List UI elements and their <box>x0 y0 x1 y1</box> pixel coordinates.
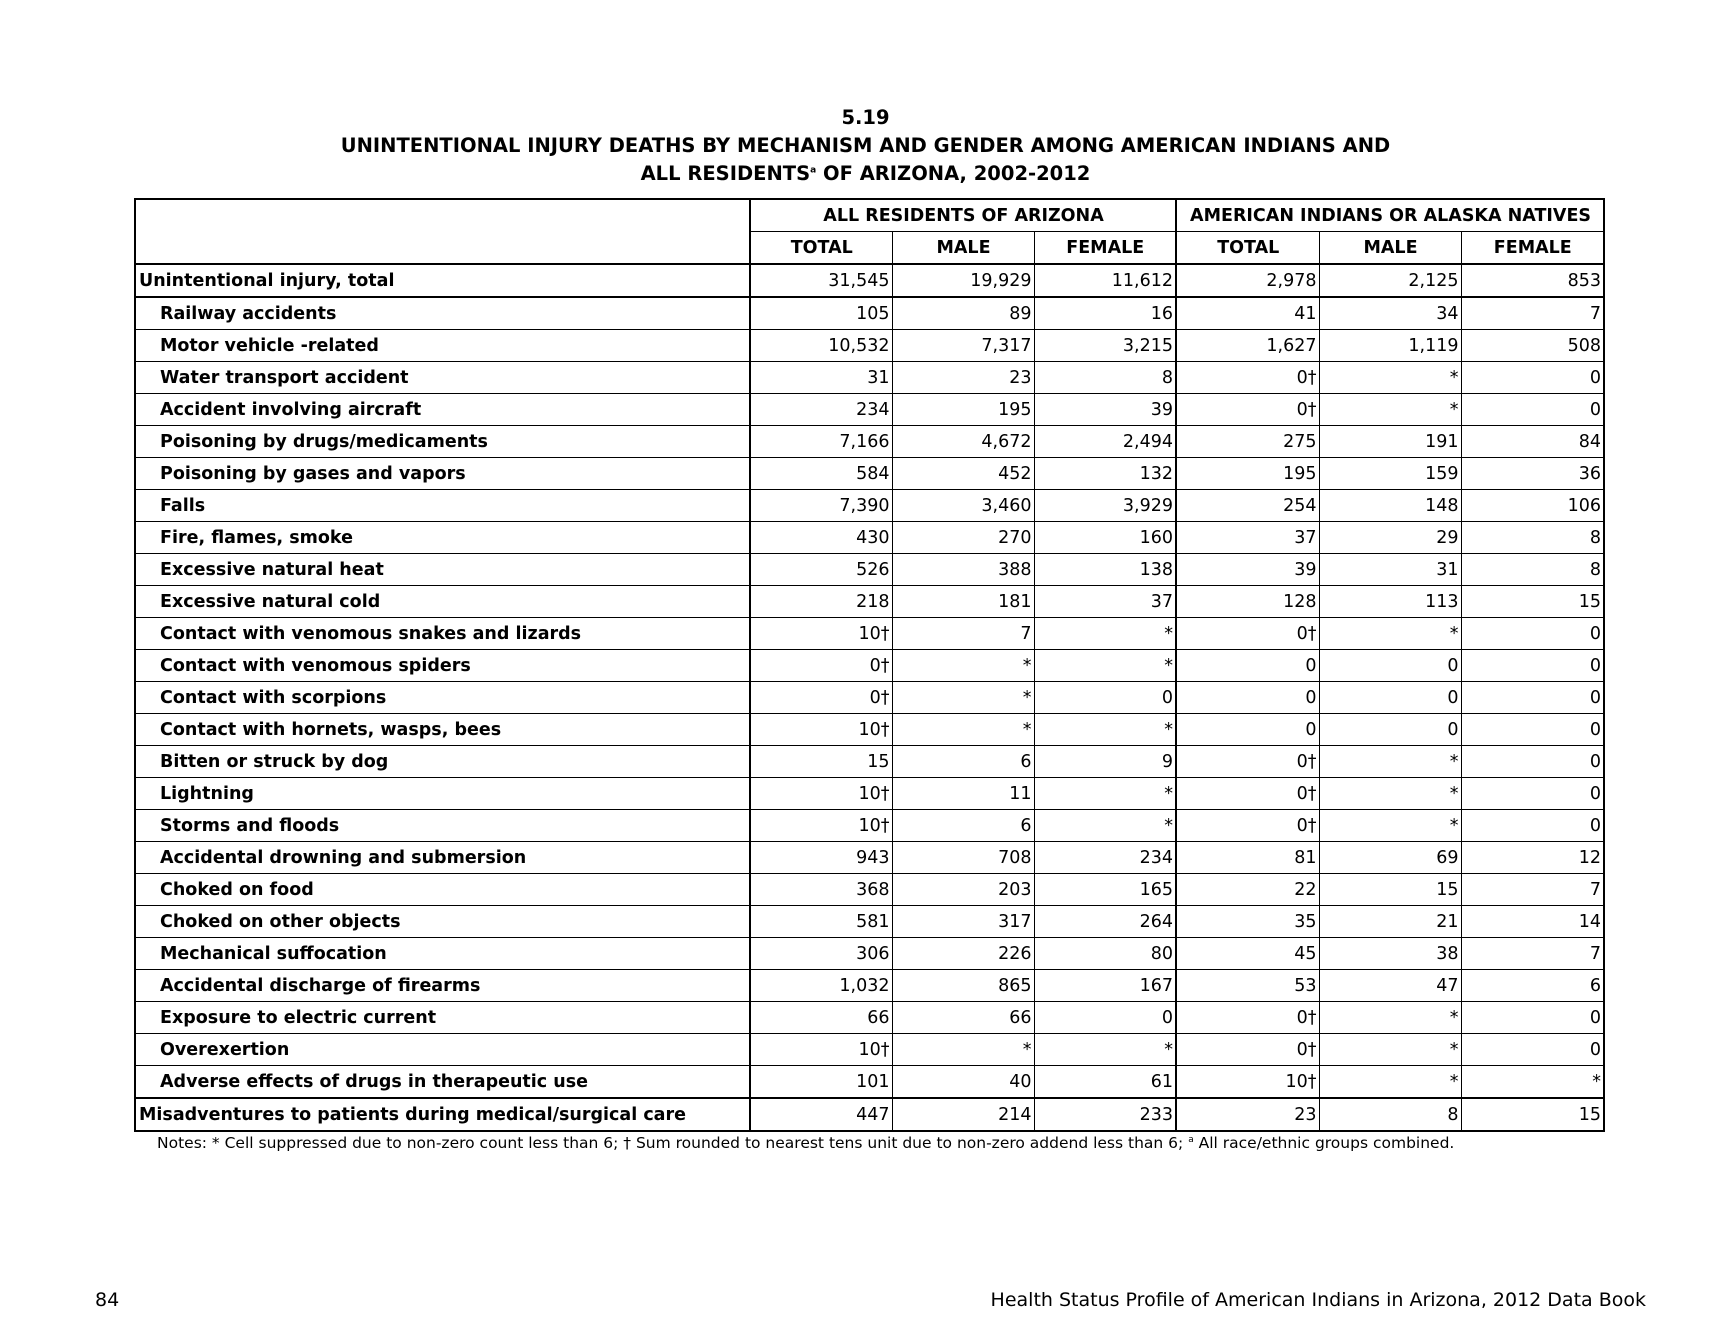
table-cell: * <box>892 650 1034 682</box>
table-cell: 31 <box>750 362 892 394</box>
table-cell: 584 <box>750 458 892 490</box>
table-cell: 160 <box>1034 522 1176 554</box>
col-header-ai-female: FEMALE <box>1461 232 1604 265</box>
table-cell: 0 <box>1461 714 1604 746</box>
row-label: Exposure to electric current <box>135 1002 750 1034</box>
table-body <box>135 264 1604 1131</box>
row-label: Falls <box>135 490 750 522</box>
table-cell: 0† <box>1176 618 1319 650</box>
table-cell: 165 <box>1034 874 1176 906</box>
table-cell: 0 <box>1461 394 1604 426</box>
table-cell: 12 <box>1461 842 1604 874</box>
table-cell: 15 <box>1319 874 1461 906</box>
table-cell: 275 <box>1176 426 1319 458</box>
table-row <box>135 810 1604 842</box>
table-row <box>135 490 1604 522</box>
table-cell: 21 <box>1319 906 1461 938</box>
table-row <box>135 1034 1604 1066</box>
table-cell: 39 <box>1176 554 1319 586</box>
table-cell: 31,545 <box>750 264 892 297</box>
table-cell: * <box>1034 714 1176 746</box>
table-cell: 37 <box>1176 522 1319 554</box>
table-row <box>135 1098 1604 1131</box>
notes-superscript: a <box>1188 1134 1194 1145</box>
table-cell: 6 <box>892 746 1034 778</box>
table-row <box>135 842 1604 874</box>
table-cell: 943 <box>750 842 892 874</box>
table-number: 5.19 <box>841 106 890 129</box>
table-cell: 0† <box>1176 778 1319 810</box>
table-cell: 10† <box>750 618 892 650</box>
table-cell: * <box>1319 618 1461 650</box>
table-row <box>135 264 1604 297</box>
table-cell: * <box>1461 1066 1604 1099</box>
table-cell: * <box>1034 810 1176 842</box>
table-cell: 6 <box>892 810 1034 842</box>
table-cell: * <box>1319 394 1461 426</box>
table-cell: 2,978 <box>1176 264 1319 297</box>
table-cell: 0 <box>1461 362 1604 394</box>
row-label: Mechanical suffocation <box>135 938 750 970</box>
footer-title: Health Status Profile of American Indians in Arizona, 2012 Data Book <box>990 1289 1646 1311</box>
col-header-all-total: TOTAL <box>750 232 892 265</box>
row-label: Railway accidents <box>135 297 750 330</box>
row-label: Contact with hornets, wasps, bees <box>135 714 750 746</box>
table-cell: 0 <box>1461 778 1604 810</box>
title-line-2-text: ALL RESIDENTS <box>640 162 811 185</box>
table-row <box>135 618 1604 650</box>
row-label: Lightning <box>135 778 750 810</box>
row-label: Fire, flames, smoke <box>135 522 750 554</box>
table-cell: 317 <box>892 906 1034 938</box>
row-label: Excessive natural cold <box>135 586 750 618</box>
table-cell: 0† <box>1176 746 1319 778</box>
row-label-header <box>135 199 750 264</box>
table-cell: 8 <box>1034 362 1176 394</box>
table-cell: * <box>892 714 1034 746</box>
table-cell: 10,532 <box>750 330 892 362</box>
table-cell: * <box>892 1034 1034 1066</box>
table-cell: 8 <box>1461 554 1604 586</box>
table-cell: 10† <box>750 714 892 746</box>
table-cell: 0† <box>1176 362 1319 394</box>
table-cell: * <box>1319 1002 1461 1034</box>
table-cell: 167 <box>1034 970 1176 1002</box>
table-cell: 34 <box>1319 297 1461 330</box>
table-cell: 159 <box>1319 458 1461 490</box>
page-number: 84 <box>95 1289 120 1311</box>
table-cell: 0 <box>1461 746 1604 778</box>
table-cell: * <box>1034 1034 1176 1066</box>
table-cell: 191 <box>1319 426 1461 458</box>
table-cell: 0 <box>1319 714 1461 746</box>
table-row <box>135 714 1604 746</box>
table-cell: 708 <box>892 842 1034 874</box>
col-header-all-female: FEMALE <box>1034 232 1176 265</box>
table-cell: 865 <box>892 970 1034 1002</box>
group-header-american-indians: AMERICAN INDIANS OR ALASKA NATIVES <box>1176 199 1604 232</box>
table-cell: 113 <box>1319 586 1461 618</box>
table-cell: 66 <box>892 1002 1034 1034</box>
table-cell: 7,317 <box>892 330 1034 362</box>
table-cell: 81 <box>1176 842 1319 874</box>
row-label: Choked on other objects <box>135 906 750 938</box>
group-header-row <box>135 199 1604 232</box>
table-cell: 0† <box>750 650 892 682</box>
table-cell: 15 <box>1461 1098 1604 1131</box>
table-cell: 148 <box>1319 490 1461 522</box>
row-label: Accidental discharge of firearms <box>135 970 750 1002</box>
table-cell: 0 <box>1461 650 1604 682</box>
table-cell: 31 <box>1319 554 1461 586</box>
table-cell: 195 <box>892 394 1034 426</box>
table-cell: 14 <box>1461 906 1604 938</box>
table-cell: 234 <box>750 394 892 426</box>
table-cell: * <box>1034 778 1176 810</box>
table-cell: * <box>1319 362 1461 394</box>
table-cell: 3,929 <box>1034 490 1176 522</box>
table-row <box>135 586 1604 618</box>
table-cell: 7 <box>1461 297 1604 330</box>
row-label: Accidental drowning and submersion <box>135 842 750 874</box>
table-cell: 10† <box>750 810 892 842</box>
table-cell: 0 <box>1461 682 1604 714</box>
title-superscript: a <box>810 165 817 176</box>
notes-text: Notes: * Cell suppressed due to non-zero count less than 6; † Sum rounded to nearest tens unit due to non-zero addend less than 6; <box>157 1134 1189 1152</box>
table-cell: 6 <box>1461 970 1604 1002</box>
table-cell: 23 <box>892 362 1034 394</box>
table-cell: 218 <box>750 586 892 618</box>
table-cell: 7,166 <box>750 426 892 458</box>
table-cell: 0 <box>1461 618 1604 650</box>
table-cell: 853 <box>1461 264 1604 297</box>
table-row <box>135 426 1604 458</box>
table-row <box>135 906 1604 938</box>
table-row <box>135 970 1604 1002</box>
table-cell: 15 <box>1461 586 1604 618</box>
table-cell: 0† <box>1176 1002 1319 1034</box>
table-cell: 388 <box>892 554 1034 586</box>
table-cell: 37 <box>1034 586 1176 618</box>
table-cell: 8 <box>1319 1098 1461 1131</box>
table-cell: 138 <box>1034 554 1176 586</box>
table-cell: 1,627 <box>1176 330 1319 362</box>
table-cell: 0† <box>1176 394 1319 426</box>
table-cell: 0 <box>1034 682 1176 714</box>
table-cell: * <box>1319 810 1461 842</box>
table-cell: 508 <box>1461 330 1604 362</box>
table-cell: 254 <box>1176 490 1319 522</box>
table-cell: 23 <box>1176 1098 1319 1131</box>
table-cell: 0 <box>1034 1002 1176 1034</box>
row-label: Contact with scorpions <box>135 682 750 714</box>
row-label: Unintentional injury, total <box>135 264 750 297</box>
table-cell: 69 <box>1319 842 1461 874</box>
table-cell: 45 <box>1176 938 1319 970</box>
table-cell: 8 <box>1461 522 1604 554</box>
table-cell: 16 <box>1034 297 1176 330</box>
table-row <box>135 458 1604 490</box>
table-cell: 7 <box>892 618 1034 650</box>
table-cell: 0† <box>1176 1034 1319 1066</box>
table-cell: 35 <box>1176 906 1319 938</box>
table-cell: 264 <box>1034 906 1176 938</box>
table-cell: 203 <box>892 874 1034 906</box>
table-cell: 11,612 <box>1034 264 1176 297</box>
table-cell: * <box>1319 1066 1461 1099</box>
table-cell: 0 <box>1461 1034 1604 1066</box>
table-title <box>0 104 1731 188</box>
table-row <box>135 362 1604 394</box>
table-cell: 181 <box>892 586 1034 618</box>
col-header-ai-total: TOTAL <box>1176 232 1319 265</box>
table-cell: 195 <box>1176 458 1319 490</box>
table-cell: 1,032 <box>750 970 892 1002</box>
table-row <box>135 330 1604 362</box>
table-row <box>135 1002 1604 1034</box>
table-cell: 41 <box>1176 297 1319 330</box>
table-cell: 368 <box>750 874 892 906</box>
table-cell: 38 <box>1319 938 1461 970</box>
table-row <box>135 394 1604 426</box>
table-cell: 19,929 <box>892 264 1034 297</box>
table-cell: 101 <box>750 1066 892 1099</box>
table-cell: 10† <box>750 1034 892 1066</box>
row-label: Accident involving aircraft <box>135 394 750 426</box>
table-cell: 306 <box>750 938 892 970</box>
row-label: Adverse effects of drugs in therapeutic use <box>135 1066 750 1099</box>
table-cell: 9 <box>1034 746 1176 778</box>
table-cell: 581 <box>750 906 892 938</box>
table-cell: 128 <box>1176 586 1319 618</box>
table-cell: 234 <box>1034 842 1176 874</box>
table-cell: 7,390 <box>750 490 892 522</box>
table-cell: 61 <box>1034 1066 1176 1099</box>
row-label: Poisoning by drugs/medicaments <box>135 426 750 458</box>
table-cell: 0 <box>1461 1002 1604 1034</box>
notes-suffix: All race/ethnic groups combined. <box>1193 1134 1455 1152</box>
table-cell: * <box>1319 1034 1461 1066</box>
table-cell: 452 <box>892 458 1034 490</box>
table-cell: 0 <box>1176 650 1319 682</box>
table-cell: 89 <box>892 297 1034 330</box>
row-label: Water transport accident <box>135 362 750 394</box>
table-cell: 40 <box>892 1066 1034 1099</box>
table-row <box>135 297 1604 330</box>
table-cell: 106 <box>1461 490 1604 522</box>
row-label: Overexertion <box>135 1034 750 1066</box>
table-row <box>135 682 1604 714</box>
title-line-1: UNINTENTIONAL INJURY DEATHS BY MECHANISM AND GENDER AMONG AMERICAN INDIANS AND <box>340 134 1391 157</box>
table-cell: * <box>1034 618 1176 650</box>
row-label: Contact with venomous spiders <box>135 650 750 682</box>
row-label: Choked on food <box>135 874 750 906</box>
col-header-ai-male: MALE <box>1319 232 1461 265</box>
table-row <box>135 938 1604 970</box>
table-row <box>135 650 1604 682</box>
table-row <box>135 746 1604 778</box>
table-cell: * <box>1319 778 1461 810</box>
table-cell: 36 <box>1461 458 1604 490</box>
table-cell: 270 <box>892 522 1034 554</box>
table-cell: 0 <box>1319 650 1461 682</box>
row-label: Poisoning by gases and vapors <box>135 458 750 490</box>
table-row <box>135 522 1604 554</box>
table-cell: 39 <box>1034 394 1176 426</box>
table-cell: 226 <box>892 938 1034 970</box>
table-cell: 3,215 <box>1034 330 1176 362</box>
table-cell: 3,460 <box>892 490 1034 522</box>
row-label: Contact with venomous snakes and lizards <box>135 618 750 650</box>
table-cell: 132 <box>1034 458 1176 490</box>
table-cell: 53 <box>1176 970 1319 1002</box>
injury-deaths-table <box>134 198 1605 1132</box>
table-cell: * <box>892 682 1034 714</box>
table-cell: 447 <box>750 1098 892 1131</box>
table-cell: * <box>1034 650 1176 682</box>
table-cell: 526 <box>750 554 892 586</box>
table-cell: 0† <box>750 682 892 714</box>
table-cell: 0 <box>1319 682 1461 714</box>
table-cell: 22 <box>1176 874 1319 906</box>
table-cell: 47 <box>1319 970 1461 1002</box>
row-label: Motor vehicle -related <box>135 330 750 362</box>
table-cell: 233 <box>1034 1098 1176 1131</box>
table-cell: 2,494 <box>1034 426 1176 458</box>
row-label: Misadventures to patients during medical/surgical care <box>135 1098 750 1131</box>
table-cell: * <box>1319 746 1461 778</box>
table-cell: 0 <box>1461 810 1604 842</box>
table-cell: 0 <box>1176 682 1319 714</box>
table-row <box>135 554 1604 586</box>
table-cell: 0 <box>1176 714 1319 746</box>
col-header-all-male: MALE <box>892 232 1034 265</box>
table-row <box>135 874 1604 906</box>
table-cell: 0† <box>1176 810 1319 842</box>
table-cell: 84 <box>1461 426 1604 458</box>
table-cell: 2,125 <box>1319 264 1461 297</box>
row-label: Excessive natural heat <box>135 554 750 586</box>
table-cell: 80 <box>1034 938 1176 970</box>
table-cell: 66 <box>750 1002 892 1034</box>
table-row <box>135 778 1604 810</box>
table-cell: 7 <box>1461 874 1604 906</box>
table-cell: 7 <box>1461 938 1604 970</box>
title-line-2 <box>0 160 1731 188</box>
table-cell: 214 <box>892 1098 1034 1131</box>
table-cell: 4,672 <box>892 426 1034 458</box>
table-notes <box>157 1134 1454 1152</box>
table-cell: 11 <box>892 778 1034 810</box>
row-label: Bitten or struck by dog <box>135 746 750 778</box>
group-header-all-residents: ALL RESIDENTS OF ARIZONA <box>750 199 1176 232</box>
table-cell: 1,119 <box>1319 330 1461 362</box>
table-row <box>135 1066 1604 1099</box>
table-cell: 430 <box>750 522 892 554</box>
table-cell: 29 <box>1319 522 1461 554</box>
table-cell: 10† <box>750 778 892 810</box>
table-cell: 10† <box>1176 1066 1319 1099</box>
row-label: Storms and floods <box>135 810 750 842</box>
title-line-2-suffix: OF ARIZONA, 2002-2012 <box>816 162 1091 185</box>
table-cell: 15 <box>750 746 892 778</box>
table-cell: 105 <box>750 297 892 330</box>
